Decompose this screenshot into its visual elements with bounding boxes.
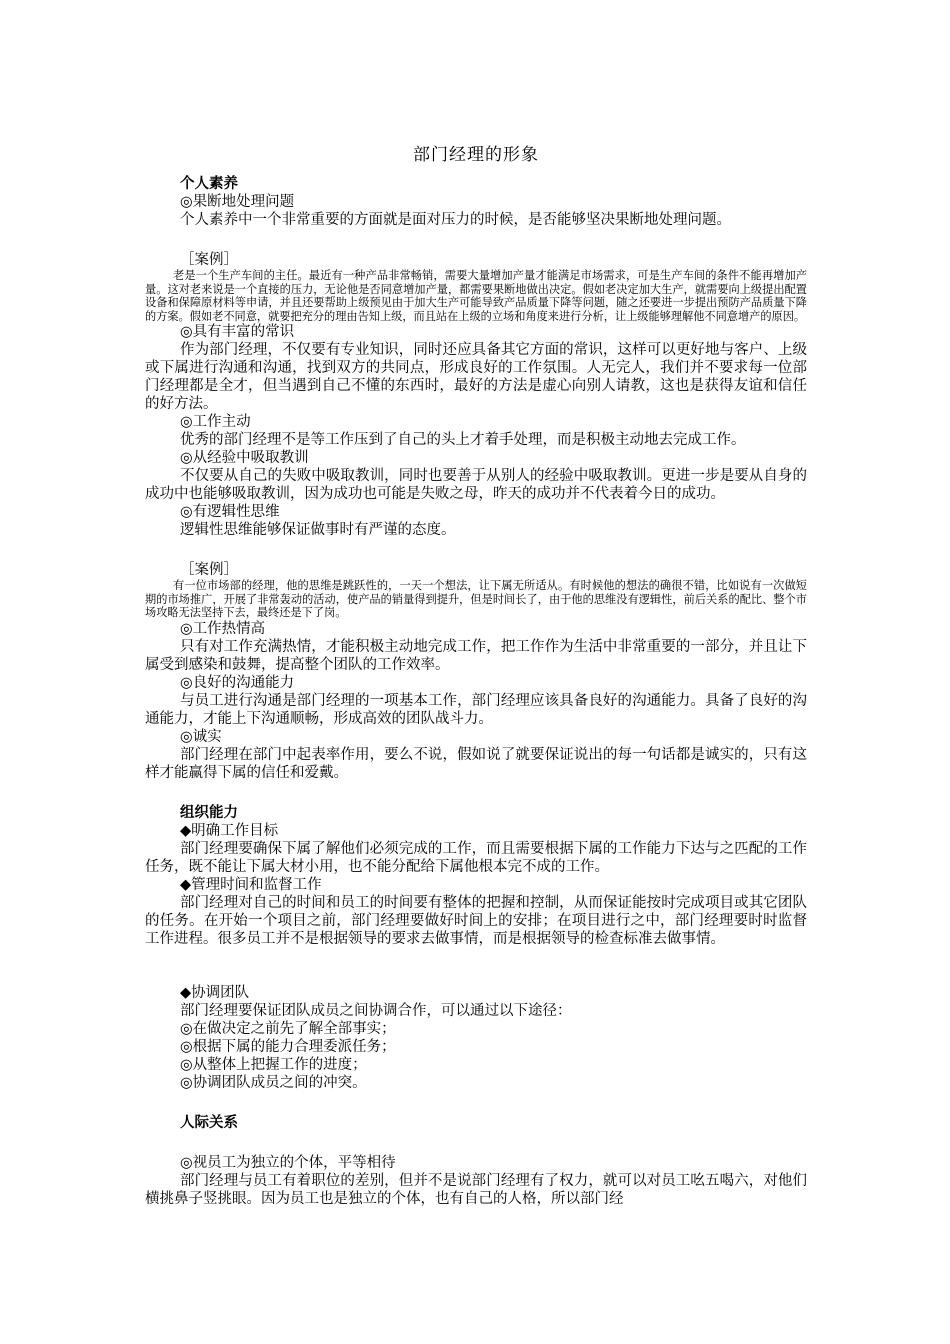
section-heading-personal-quality: 个人素养 bbox=[180, 176, 238, 192]
item-title: ◎果断地处理问题 bbox=[180, 194, 295, 210]
item-title: ◎视员工为独立的个体，平等相待 bbox=[180, 1154, 396, 1171]
case-text: 老是一个生产车间的主任。最近有一种产品非常畅销，需要大量增加产量才能满足市场需求，可是生产车间的条件不能再增加产量。这对老来说是一个直接的压力，无论他是否同意增加产量，都需要果断地做出决定。假如老决定加大生产，就需要向上级提出配置设备和保障原材料等申请，并且还要帮助上级预见由于加大生产可能导致产品质量下降等问题，随之还要进一步提出预防产品质量下降的方案。假如老不同意，就要把充分的理由告知上级，而且站在上级的立场和角度来进行分析，让上级能够理解他不同意增产的原因。 bbox=[145, 269, 807, 323]
item-text: 不仅要从自己的失败中吸取教训，同时也要善于从别人的经验中吸取教训。更进一步是要从自身的成功中也能够吸取教训，因为成功也可能是失败之母，昨天的成功并不代表着今日的成功。 bbox=[145, 468, 807, 502]
item-text: 个人素养中一个非常重要的方面就是面对压力的时候，是否能够坚决果断地处理问题。 bbox=[180, 212, 731, 228]
list-item: ◎在做决定之前先了解全部事实； bbox=[180, 1020, 396, 1037]
item-text: 部门经理与员工有着职位的差别，但并不是说部门经理有了权力，就可以对员工吆五喝六，对他们横挑鼻子竖挑眼。因为员工也是独立的个体，也有自己的人格，所以部门经 bbox=[145, 1172, 807, 1207]
item-title: ◎从经验中吸取教训 bbox=[180, 450, 309, 466]
document-title: 部门经理的形象 bbox=[413, 145, 539, 165]
item-title: ◎有逻辑性思维 bbox=[180, 504, 280, 520]
section-heading-relationships: 人际关系 bbox=[180, 1114, 238, 1131]
item-title: ◆协调团队 bbox=[180, 984, 250, 1001]
item-title: ◎工作热情高 bbox=[180, 620, 266, 637]
list-item: ◎协调团队成员之间的冲突。 bbox=[180, 1074, 367, 1091]
item-text: 部门经理在部门中起表率作用，要么不说，假如说了就要保证说出的每一句话都是诚实的，只有这样才能赢得下属的信任和爱戴。 bbox=[145, 746, 807, 781]
item-title: ◎具有丰富的常识 bbox=[180, 324, 295, 340]
item-title: ◆明确工作目标 bbox=[180, 822, 279, 839]
section-heading-organization: 组织能力 bbox=[180, 804, 238, 821]
document-body bbox=[145, 175, 807, 1208]
item-title: ◎诚实 bbox=[180, 728, 222, 745]
case-label: ［案例］ bbox=[180, 252, 238, 268]
item-title: ◆管理时间和监督工作 bbox=[180, 876, 322, 893]
list-item: ◎从整体上把握工作的进度； bbox=[180, 1056, 367, 1073]
case-text: 有一位市场部的经理，他的思维是跳跃性的，一天一个想法，让下属无所适从。有时候他的想法的确很不错，比如说有一次做短期的市场推广，开展了非常轰动的活动，使产品的销量得到提升，但是时间长了，由于他的思维没有逻辑性，前后关系的配比、整个市场攻略无法坚持下去，最终还是下了岗。 bbox=[145, 579, 807, 619]
item-text: 逻辑性思维能够保证做事时有严谨的态度。 bbox=[180, 522, 456, 538]
item-text: 部门经理要保证团队成员之间协调合作，可以通过以下途径： bbox=[180, 1002, 572, 1019]
item-text: 只有对工作充满热情，才能积极主动地完成工作，把工作作为生活中非常重要的一部分，并且让下属受到感染和鼓舞，提高整个团队的工作效率。 bbox=[145, 638, 807, 673]
list-item: ◎根据下属的能力合理委派任务； bbox=[180, 1038, 396, 1055]
item-title: ◎良好的沟通能力 bbox=[180, 674, 295, 691]
item-text: 与员工进行沟通是部门经理的一项基本工作，部门经理应该具备良好的沟通能力。具备了良好的沟通能力，才能上下沟通顺畅，形成高效的团队战斗力。 bbox=[145, 692, 807, 727]
item-text: 部门经理对自己的时间和员工的时间要有整体的把握和控制，从而保证能按时完成项目或其它团队的任务。在开始一个项目之前，部门经理要做好时间上的安排；在项目进行之中，部门经理要时时监督工作进程。很多员工并不是根据领导的要求去做事情，而是根据领导的检查标准去做事情。 bbox=[145, 894, 807, 947]
item-text: 部门经理要确保下属了解他们必须完成的工作，而且需要根据下属的工作能力下达与之匹配的工作任务，既不能让下属大材小用，也不能分配给下属他根本完不成的工作。 bbox=[145, 840, 807, 875]
item-text: 优秀的部门经理不是等工作压到了自己的头上才着手处理，而是积极主动地去完成工作。 bbox=[180, 432, 746, 448]
case-label: ［案例］ bbox=[180, 562, 238, 578]
item-text: 作为部门经理，不仅要有专业知识，同时还应具备其它方面的常识，这样可以更好地与客户、上级或下属进行沟通和沟通，找到双方的共同点，形成良好的工作氛围。人无完人，我们并不要求每一位部门经理都是全才，但当遇到自己不懂的东西时，最好的方法是虚心向别人请教，这也是获得友谊和信任的好方法。 bbox=[145, 342, 807, 412]
item-title: ◎工作主动 bbox=[180, 414, 251, 430]
